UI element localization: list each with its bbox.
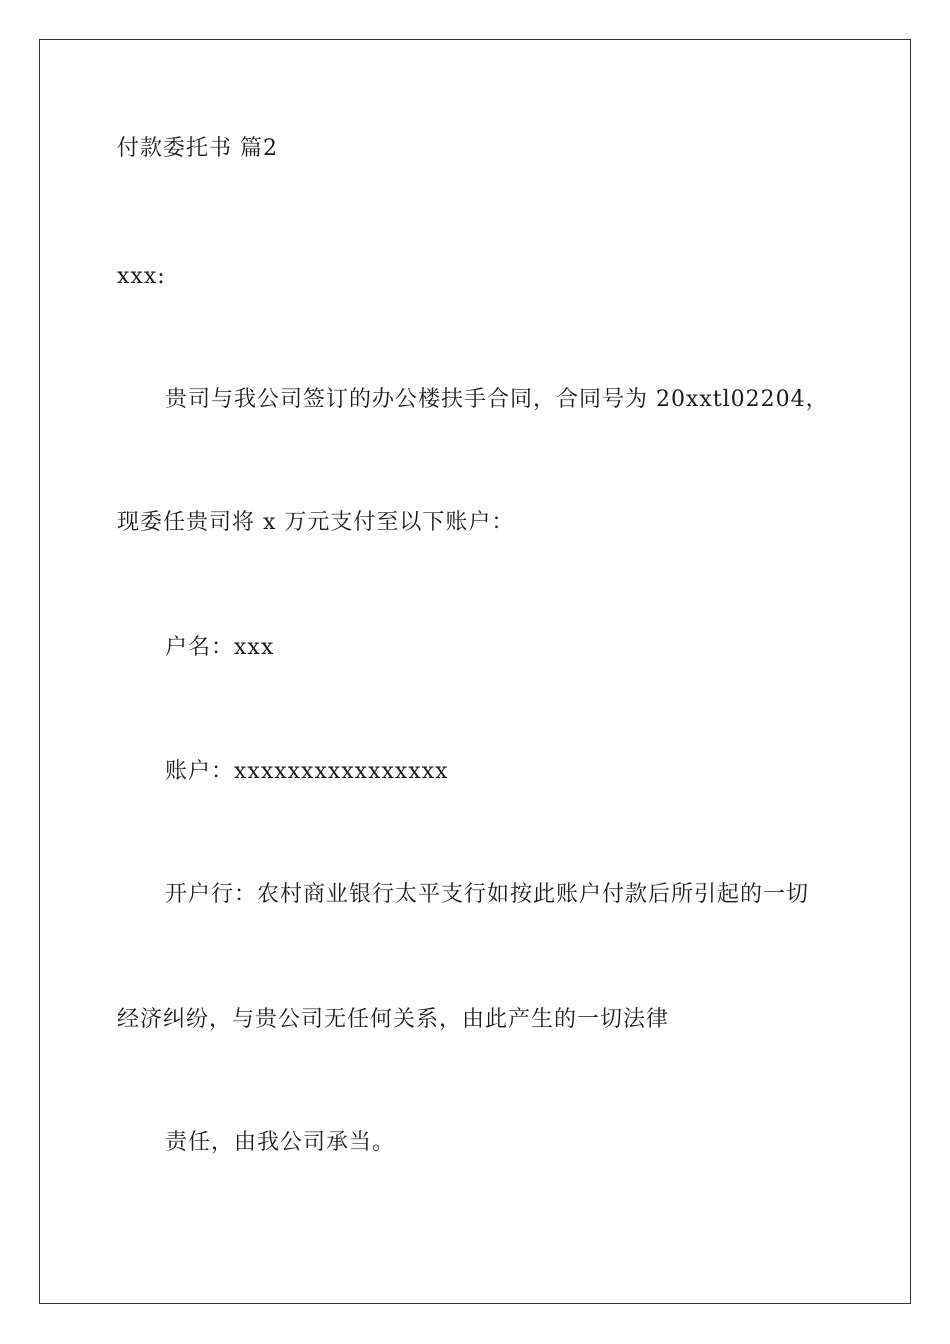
paragraph-line: 经济纠纷，与贵公司无任何关系，由此产生的一切法律 [117,1007,670,1032]
page-border [39,39,911,1304]
paragraph-line: 贵司与我公司签订的办公楼扶手合同，合同号为 20xxtl02204， [165,387,829,412]
addressee: xxx: [117,264,166,289]
account-name-line: 户名：xxx [165,635,275,660]
document-title: 付款委托书 篇2 [117,136,278,161]
account-number-line: 账户：xxxxxxxxxxxxxxxx [165,759,449,784]
paragraph-line: 现委任贵司将 x 万元支付至以下账户： [117,510,515,535]
bank-line: 开户行：农村商业银行太平支行如按此账户付款后所引起的一切 [165,882,810,907]
closing-line: 责任，由我公司承当。 [165,1130,396,1155]
